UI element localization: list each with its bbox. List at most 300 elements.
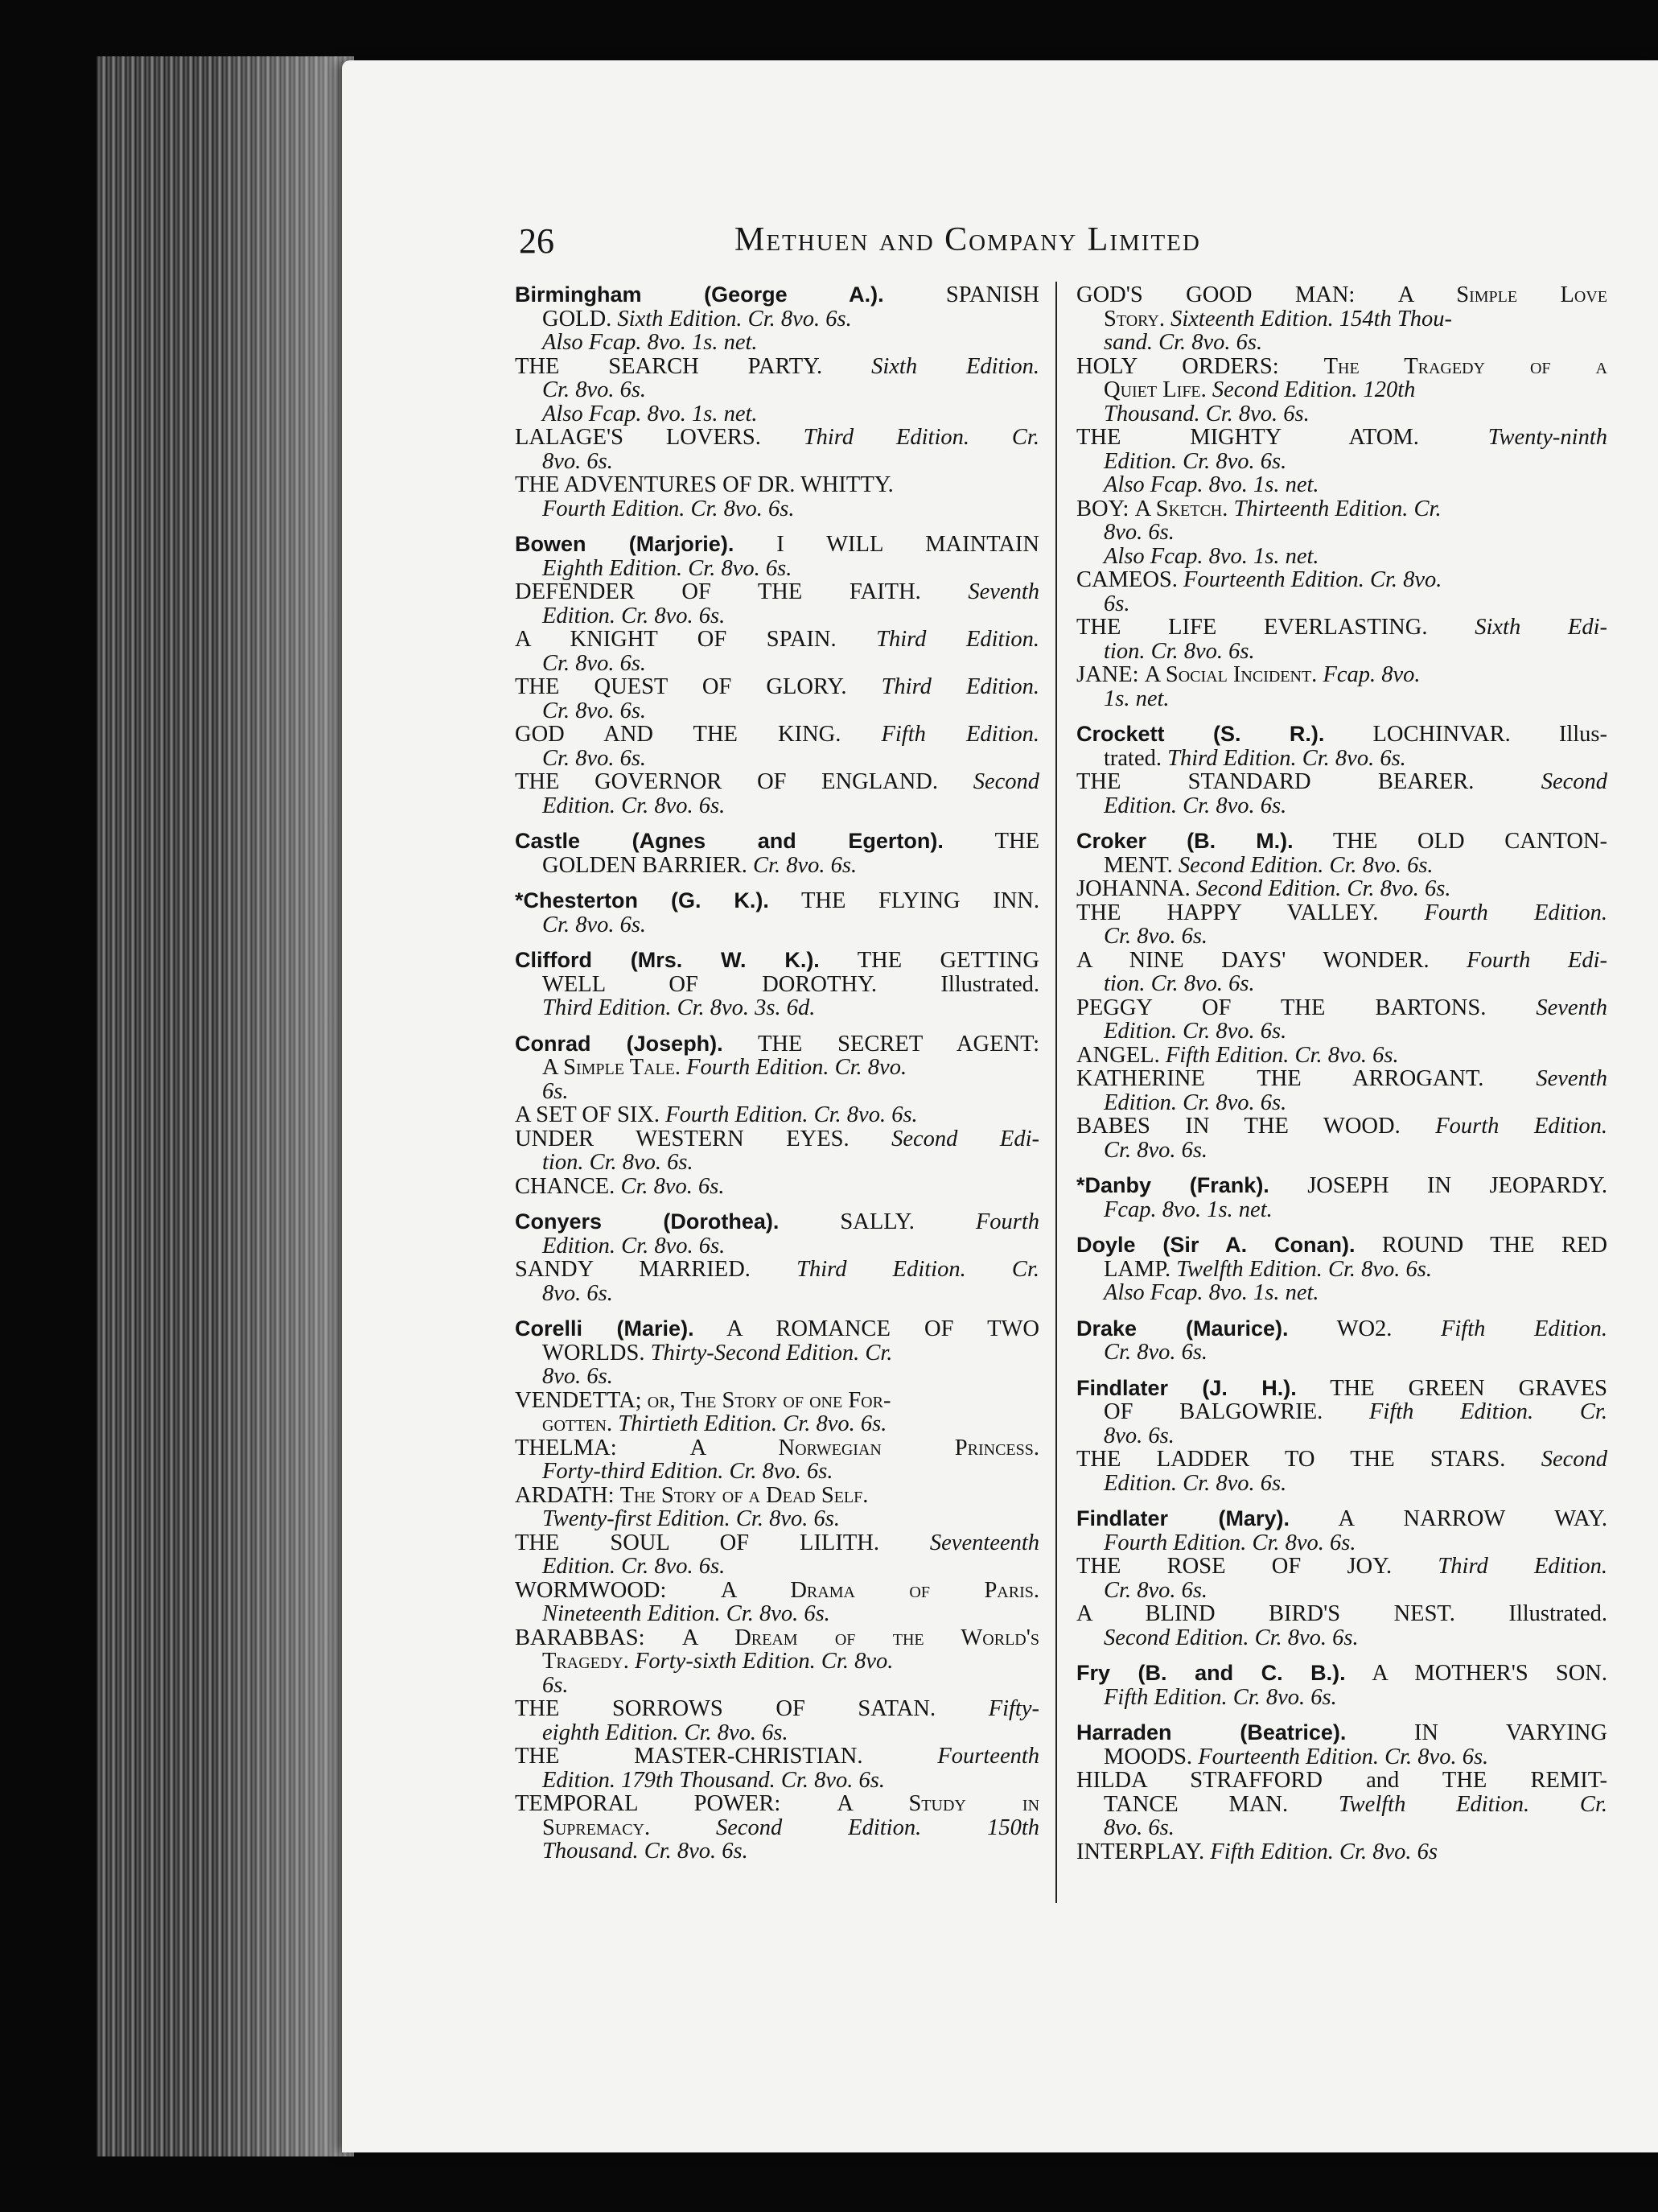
entry-line [1076, 996, 1607, 1020]
edition-info: Thirty-Second Edition. Cr. [650, 1341, 893, 1365]
edition-info: Cr. 8vo. 6s. [1104, 925, 1208, 949]
edition-info: Second [1541, 770, 1607, 794]
edition-info: Second [973, 770, 1039, 794]
entry-line [1076, 1602, 1607, 1626]
edition-info: Sixth Edition. Cr. 8vo. 6s. [617, 307, 852, 331]
page-number: 26 [519, 221, 554, 261]
conjunction: and [1366, 1769, 1400, 1793]
edition-info: Sixth Edi- [1475, 616, 1607, 640]
entry-castle [515, 830, 1039, 877]
title: WO2. [1336, 1316, 1393, 1341]
edition-info: Nineteenth Edition. Cr. 8vo. 6s. [542, 1602, 830, 1626]
edition-info: 6s. [542, 1673, 569, 1697]
entry-line [1076, 1662, 1607, 1686]
entry-conyers [515, 1210, 1039, 1305]
entry-line [515, 426, 1039, 450]
edition-info: Fifth Edition. Cr. 8vo. 6s. [1104, 1685, 1337, 1709]
entry-line [515, 830, 1039, 854]
edition-info: 8vo. 6s. [1104, 1423, 1175, 1448]
title: GOLDEN BARRIER. [542, 853, 747, 877]
subtitle: Story. [1104, 307, 1165, 331]
subtitle: gotten. [542, 1412, 613, 1436]
title: THE QUEST OF GLORY. [515, 675, 847, 699]
subtitle: A Simple Love [1397, 283, 1607, 307]
title: WELL OF DOROTHY. [542, 972, 877, 996]
subtitle: The Story of a Dead Self. [619, 1483, 869, 1507]
title: BOY: [1076, 496, 1129, 521]
edition-info: tion. Cr. 8vo. 6s. [542, 1151, 693, 1175]
edition-info: eighth Edition. Cr. 8vo. 6s. [542, 1720, 788, 1744]
entry-line [515, 675, 1039, 699]
edition-info: Fourteenth [937, 1744, 1039, 1769]
edition-info: Fourteenth Edition. Cr. 8vo. [1183, 568, 1442, 592]
author-name: Castle (Agnes and Egerton). [515, 830, 944, 853]
entry-line [515, 1032, 1039, 1057]
entry-line [515, 1317, 1039, 1341]
author-name: Birmingham (George A.). [515, 283, 884, 307]
edition-info: Also Fcap. 8vo. 1s. net. [1104, 1281, 1319, 1305]
edition-info: Seventh [968, 580, 1039, 604]
title: GOD AND THE KING. [515, 723, 841, 747]
title: MOODS. [1104, 1744, 1193, 1769]
title: IN VARYING [1413, 1721, 1607, 1745]
edition-info: tion. Cr. 8vo. 6s. [1104, 639, 1255, 663]
entry-croker [1076, 830, 1607, 1162]
edition-info: Fourth Edi- [1467, 948, 1607, 972]
page-edge-shading [209, 56, 354, 2156]
author-name: Clifford (Mrs. W. K.). [515, 949, 820, 972]
subtitle: A Social Incident. [1144, 663, 1318, 687]
title: UNDER WESTERN EYES. [515, 1127, 850, 1151]
entry-line [1076, 1067, 1607, 1091]
edition-info: Eighth Edition. Cr. 8vo. 6s. [542, 556, 792, 580]
title: HILDA STRAFFORD [1076, 1769, 1323, 1793]
entry-line [515, 770, 1039, 794]
title: ROUND THE RED [1381, 1234, 1607, 1258]
entry-clifford [515, 949, 1039, 1020]
entry-line [1076, 901, 1607, 925]
title: THE FLYING INN. [801, 889, 1039, 913]
author-name: *Chesterton (G. K.). [515, 889, 769, 912]
edition-info: Edition. Cr. 8vo. 6s. [1104, 1471, 1287, 1495]
edition-info: Seventh [1536, 1067, 1607, 1091]
entry-line [515, 973, 1039, 997]
edition-info: Twelfth Edition. Cr. 8vo. 6s. [1176, 1257, 1433, 1281]
entry-line [515, 283, 1039, 307]
title: A NARROW WAY. [1338, 1507, 1607, 1531]
title: A SET OF SIX. [515, 1103, 660, 1127]
title: THE GOVERNOR OF ENGLAND. [515, 770, 939, 794]
title: ANGEL. [1076, 1043, 1160, 1067]
edition-info: Second Edition. 120th [1212, 378, 1416, 402]
title: THE OLD CANTON- [1332, 830, 1607, 854]
title: THE STANDARD BEARER. [1076, 770, 1475, 794]
title: TANCE MAN. [1104, 1792, 1289, 1816]
title: CHANCE. [515, 1174, 615, 1198]
title: WORMWOOD: [515, 1578, 667, 1602]
entry-bowen [515, 533, 1039, 818]
edition-info: sand. Cr. 8vo. 6s. [1104, 331, 1263, 355]
edition-info: Fourth Edition. [1424, 900, 1607, 925]
edition-info: Second Edition. Cr. 8vo. 6s. [1104, 1625, 1359, 1650]
edition-info: Illustrated. [940, 972, 1039, 996]
entry-line [515, 628, 1039, 652]
entry-danby [1076, 1174, 1607, 1221]
entry-line [515, 1650, 1039, 1674]
entry-line [515, 307, 1039, 332]
subtitle: A Dream of the World's [681, 1625, 1039, 1650]
edition-info: Second Edition. 150th [715, 1815, 1039, 1839]
title: JOHANNA. [1076, 877, 1191, 901]
title: THE REMIT- [1442, 1769, 1607, 1793]
entry-line [1076, 1114, 1607, 1139]
entry-line [515, 1531, 1039, 1555]
edition-info: Fourth Edition. [1435, 1114, 1607, 1139]
title: THE GETTING [857, 949, 1039, 973]
edition-info: Twenty-ninth [1487, 426, 1607, 450]
edition-info: Third Edition. [876, 628, 1039, 652]
entry-line [1076, 1448, 1607, 1472]
subtitle: A Study in [837, 1792, 1039, 1816]
title: THE MASTER-CHRISTIAN. [515, 1744, 863, 1769]
title: THE LIFE EVERLASTING. [1076, 616, 1428, 640]
entry-corelli [515, 1317, 1039, 1864]
entry-line [515, 1341, 1039, 1366]
edition-info: Fifth Edition. [881, 723, 1039, 747]
edition-info: Edition. Cr. 8vo. 6s. [542, 603, 726, 628]
title: THE SORROWS OF SATAN. [515, 1697, 936, 1721]
entry-line [1076, 307, 1607, 332]
entry-line [1076, 1044, 1607, 1068]
subtitle: Quiet Life. [1104, 378, 1207, 402]
edition-info: Forty-third Edition. Cr. 8vo. 6s. [542, 1460, 833, 1484]
subtitle: A Drama of Paris. [720, 1578, 1039, 1602]
entry-line [1076, 1317, 1607, 1341]
edition-info: tion. Cr. 8vo. 6s. [1104, 972, 1255, 996]
edition-info: 6s. [1104, 591, 1130, 616]
entry-line [515, 355, 1039, 379]
edition-info: Second Edition. Cr. 8vo. 6s. [1178, 853, 1434, 877]
entry-line [515, 1697, 1039, 1721]
title: ARDATH: [515, 1483, 615, 1507]
edition-info: 8vo. 6s. [1104, 521, 1175, 545]
entry-line [515, 1210, 1039, 1234]
edition-info: Fcap. 8vo. [1323, 663, 1421, 687]
edition-info: Cr. 8vo. 6s. [542, 698, 647, 723]
entry-line [515, 854, 1039, 878]
title: PEGGY OF THE BARTONS. [1076, 995, 1487, 1019]
author-name: Croker (B. M.). [1076, 830, 1294, 853]
entry-line [1076, 378, 1607, 402]
edition-info: Forty-sixth Edition. Cr. 8vo. [635, 1650, 894, 1674]
entry-line [1076, 355, 1607, 379]
entry-line [1076, 1745, 1607, 1769]
subtitle: A Sketch. [1134, 496, 1228, 521]
entry-line [1076, 426, 1607, 450]
entry-corelli-continued [1076, 283, 1607, 711]
entry-line [515, 1626, 1039, 1650]
title: THELMA: [515, 1436, 617, 1460]
title: GOLD. [542, 307, 612, 331]
title: INTERPLAY. [1076, 1839, 1205, 1864]
edition-info: Also Fcap. 8vo. 1s. net. [1104, 544, 1319, 568]
edition-info: Cr. 8vo. 6s. [542, 912, 647, 937]
entry-line [1076, 747, 1607, 771]
title: THE HAPPY VALLEY. [1076, 900, 1379, 925]
entry-fry [1076, 1662, 1607, 1709]
entry-line [1076, 1769, 1607, 1793]
edition-info: Illustrated. [1508, 1602, 1607, 1626]
title: OF BALGOWRIE. [1104, 1400, 1323, 1424]
edition-info: Fifty- [988, 1697, 1039, 1721]
entry-line [515, 723, 1039, 747]
edition-info: Fifth Edition. Cr. [1369, 1400, 1607, 1424]
entry-findlater-jh [1076, 1377, 1607, 1496]
edition-info: Thousand. Cr. 8vo. 6s. [1104, 402, 1310, 426]
author-name: Doyle (Sir A. Conan). [1076, 1234, 1356, 1257]
title: KATHERINE THE ARROGANT. [1076, 1067, 1484, 1091]
edition-info: Edition. Cr. 8vo. 6s. [1104, 1090, 1287, 1114]
edition-info: Edition. Cr. 8vo. 6s. [542, 793, 726, 818]
edition-info: Twenty-first Edition. Cr. 8vo. 6s. [542, 1507, 840, 1531]
entry-line [515, 1103, 1039, 1127]
title: DEFENDER OF THE FAITH. [515, 580, 921, 604]
edition-info: Thirteenth Edition. Cr. [1233, 496, 1442, 521]
subtitle: A Norwegian Princess. [689, 1436, 1039, 1460]
edition-info: Thirtieth Edition. Cr. 8vo. 6s. [618, 1412, 887, 1436]
edition-info: Cr. 8vo. 6s. [753, 853, 858, 877]
edition-info: Fourth Edition. Cr. 8vo. 6s. [542, 496, 795, 521]
edition-info: Sixth Edition. [871, 354, 1039, 378]
entry-line [515, 1792, 1039, 1816]
author-name: Conyers (Dorothea). [515, 1210, 780, 1234]
edition-info: Edition. Cr. 8vo. 6s. [542, 1555, 726, 1579]
edition-info: Fcap. 8vo. 1s. net. [1104, 1197, 1273, 1221]
title: SPANISH [945, 283, 1039, 307]
edition-info: Second Edition. Cr. 8vo. 6s. [1195, 877, 1451, 901]
edition-info: Third Edition. Cr. [796, 1258, 1039, 1282]
title: THE SECRET AGENT: [757, 1032, 1039, 1056]
entry-line [1076, 1400, 1607, 1424]
edition-info: Edition. Cr. 8vo. 6s. [542, 1234, 726, 1258]
edition-info: Also Fcap. 8vo. 1s. net. [542, 402, 758, 426]
edition-info: 8vo. 6s. [542, 1365, 613, 1389]
edition-info: Third Edition. Cr. 8vo. 3s. 6d. [542, 996, 816, 1020]
edition-info: Second [1541, 1448, 1607, 1472]
title: JANE: [1076, 663, 1139, 687]
title: A MOTHER'S SON. [1372, 1662, 1607, 1686]
title: SALLY. [840, 1210, 915, 1234]
edition-info: Thousand. Cr. 8vo. 6s. [542, 1839, 748, 1864]
edition-info: Fourth [975, 1210, 1039, 1234]
edition-info: Twelfth Edition. Cr. [1338, 1792, 1607, 1816]
entry-line [1076, 663, 1607, 687]
author-name: Corelli (Marie). [515, 1317, 694, 1341]
entry-line [515, 1436, 1039, 1460]
edition-info: Edition. Cr. 8vo. 6s. [1104, 1019, 1287, 1044]
column-divider [1055, 282, 1057, 1903]
title: THE SOUL OF LILITH. [515, 1530, 879, 1555]
title: THE ROSE OF JOY. [1076, 1555, 1393, 1579]
entry-line [1076, 1721, 1607, 1745]
title: I WILL MAINTAIN [776, 533, 1039, 557]
entry-line [515, 1484, 1039, 1508]
subtitle: The Tragedy of a [1323, 354, 1607, 378]
subtitle: Supremacy. [542, 1815, 651, 1839]
title: GOD'S GOOD MAN: [1076, 283, 1356, 307]
entry-line [1076, 1377, 1607, 1401]
title: JOSEPH IN JEOPARDY. [1307, 1174, 1607, 1198]
edition-info: Third Edition. [881, 675, 1039, 699]
subtitle: A Simple Tale. [542, 1056, 681, 1080]
title: BABES IN THE WOOD. [1076, 1114, 1401, 1139]
edition-info: Cr. 8vo. 6s. [542, 651, 647, 675]
edition-info: Fourth Edition. Cr. 8vo. [686, 1056, 907, 1080]
title: SANDY MARRIED. [515, 1258, 751, 1282]
entry-line [1076, 1234, 1607, 1258]
entry-findlater-mary [1076, 1507, 1607, 1650]
entry-line [515, 1258, 1039, 1282]
entry-line [1076, 497, 1607, 521]
entry-line [1076, 1507, 1607, 1531]
title: trated. [1104, 746, 1162, 770]
edition-info: Edition. Cr. 8vo. 6s. [1104, 449, 1287, 473]
entry-line [1076, 723, 1607, 747]
title: THE [994, 830, 1039, 854]
author-name: Findlater (Mary). [1076, 1507, 1290, 1530]
subtitle: or, The Story of one For- [647, 1388, 891, 1412]
title: WORLDS. [542, 1341, 645, 1365]
edition-info: Third Edition. Cr. 8vo. 6s. [1167, 746, 1406, 770]
entry-line [515, 1175, 1039, 1199]
edition-info: Also Fcap. 8vo. 1s. net. [1104, 473, 1319, 497]
author-name: Fry (B. and C. B.). [1076, 1662, 1346, 1685]
edition-info: Fifth Edition. Cr. 8vo. 6s. [1165, 1043, 1399, 1067]
author-name: Findlater (J. H.). [1076, 1376, 1297, 1400]
entry-line [1076, 1555, 1607, 1579]
entry-line [1076, 1840, 1607, 1864]
entry-line [1076, 1174, 1607, 1198]
title: A ROMANCE OF TWO [726, 1317, 1039, 1341]
entry-chesterton [515, 889, 1039, 937]
edition-info: Third Edition. [1438, 1555, 1607, 1579]
title: LAMP. [1104, 1257, 1171, 1281]
entry-line [515, 1579, 1039, 1603]
entry-crockett [1076, 723, 1607, 818]
edition-info: Seventeenth [929, 1530, 1039, 1555]
entry-doyle [1076, 1234, 1607, 1305]
edition-info: 6s. [542, 1079, 569, 1103]
entry-line [515, 1056, 1039, 1080]
entry-line [1076, 854, 1607, 878]
edition-info: Edition. 179th Thousand. Cr. 8vo. 6s. [542, 1768, 885, 1792]
edition-info: Sixteenth Edition. 154th Thou- [1170, 307, 1452, 331]
title: THE MIGHTY ATOM. [1076, 426, 1419, 450]
title: LALAGE'S LOVERS. [515, 426, 761, 450]
edition-info: Cr. 8vo. 6s. [1104, 1341, 1208, 1365]
edition-info: Also Fcap. 8vo. 1s. net. [542, 331, 758, 355]
edition-info: Seventh [1536, 995, 1607, 1019]
title: THE SEARCH PARTY. [515, 354, 823, 378]
edition-info: 8vo. 6s. [1104, 1816, 1175, 1840]
entry-line [1076, 877, 1607, 901]
entry-line [515, 889, 1039, 913]
edition-info: Cr. 8vo. 6s. [542, 746, 647, 770]
edition-info: Edition. Cr. 8vo. 6s. [1104, 793, 1287, 818]
entry-line [1076, 1258, 1607, 1282]
page-header [519, 217, 1412, 266]
edition-info: 1s. net. [1104, 686, 1170, 711]
edition-info: Fourth Edition. Cr. 8vo. 6s. [665, 1103, 918, 1127]
subtitle: Tragedy. [542, 1650, 629, 1674]
title: THE ADVENTURES OF DR. WHITTY. [515, 473, 894, 497]
title: A NINE DAYS' WONDER. [1076, 948, 1430, 972]
entry-line [1076, 616, 1607, 640]
left-column [515, 283, 1039, 1876]
entry-line [1076, 283, 1607, 307]
entry-line [1076, 770, 1607, 794]
edition-info: Cr. 8vo. 6s. [542, 378, 647, 402]
title: HOLY ORDERS: [1076, 354, 1279, 378]
author-name: Crockett (S. R.). [1076, 723, 1325, 746]
title: VENDETTA; [515, 1388, 642, 1412]
entry-conrad [515, 1032, 1039, 1199]
entry-line [1076, 568, 1607, 592]
title: TEMPORAL POWER: [515, 1792, 781, 1816]
entry-line [1076, 1793, 1607, 1817]
title: A BLIND BIRD'S NEST. [1076, 1602, 1455, 1626]
entry-birmingham [515, 283, 1039, 521]
title: CAMEOS. [1076, 568, 1178, 592]
edition-info: Fifth Edition. [1440, 1316, 1607, 1341]
entry-line [515, 1389, 1039, 1413]
edition-info: Fifth Edition. Cr. 8vo. 6s [1210, 1839, 1438, 1864]
entry-line [1076, 949, 1607, 973]
title: LOCHINVAR. Illus- [1372, 723, 1607, 747]
entry-line [515, 1744, 1039, 1769]
entry-line [515, 580, 1039, 604]
entry-line [515, 1412, 1039, 1436]
author-name: Drake (Maurice). [1076, 1316, 1289, 1341]
edition-info: Cr. 8vo. 6s. [1104, 1138, 1208, 1162]
edition-info: Fourteenth Edition. Cr. 8vo. 6s. [1198, 1744, 1489, 1769]
edition-info: 8vo. 6s. [542, 1281, 613, 1305]
running-head: Methuen and Company Limited [734, 221, 1201, 258]
title: BARABBAS: [515, 1625, 645, 1650]
author-name: Conrad (Joseph). [515, 1032, 723, 1056]
right-column [1076, 283, 1607, 1876]
edition-info: Third Edition. Cr. [803, 426, 1039, 450]
title: THE GREEN GRAVES [1330, 1376, 1607, 1400]
entry-line [515, 1816, 1039, 1840]
entry-line [1076, 830, 1607, 854]
entry-line [515, 533, 1039, 557]
edition-info: Second Edi- [891, 1127, 1039, 1151]
entry-line [515, 949, 1039, 973]
edition-info: Fourth Edition. Cr. 8vo. 6s. [1104, 1530, 1356, 1555]
author-name: Harraden (Beatrice). [1076, 1721, 1347, 1744]
edition-info: Cr. 8vo. 6s. [1104, 1578, 1208, 1602]
title: A KNIGHT OF SPAIN. [515, 628, 837, 652]
entry-harraden [1076, 1721, 1607, 1864]
author-name: Bowen (Marjorie). [515, 533, 734, 556]
title: THE LADDER TO THE STARS. [1076, 1448, 1506, 1472]
entry-line [515, 1127, 1039, 1151]
title: MENT. [1104, 853, 1173, 877]
entry-drake [1076, 1317, 1607, 1365]
author-name: *Danby (Frank). [1076, 1174, 1269, 1197]
edition-info: Cr. 8vo. 6s. [620, 1174, 725, 1198]
